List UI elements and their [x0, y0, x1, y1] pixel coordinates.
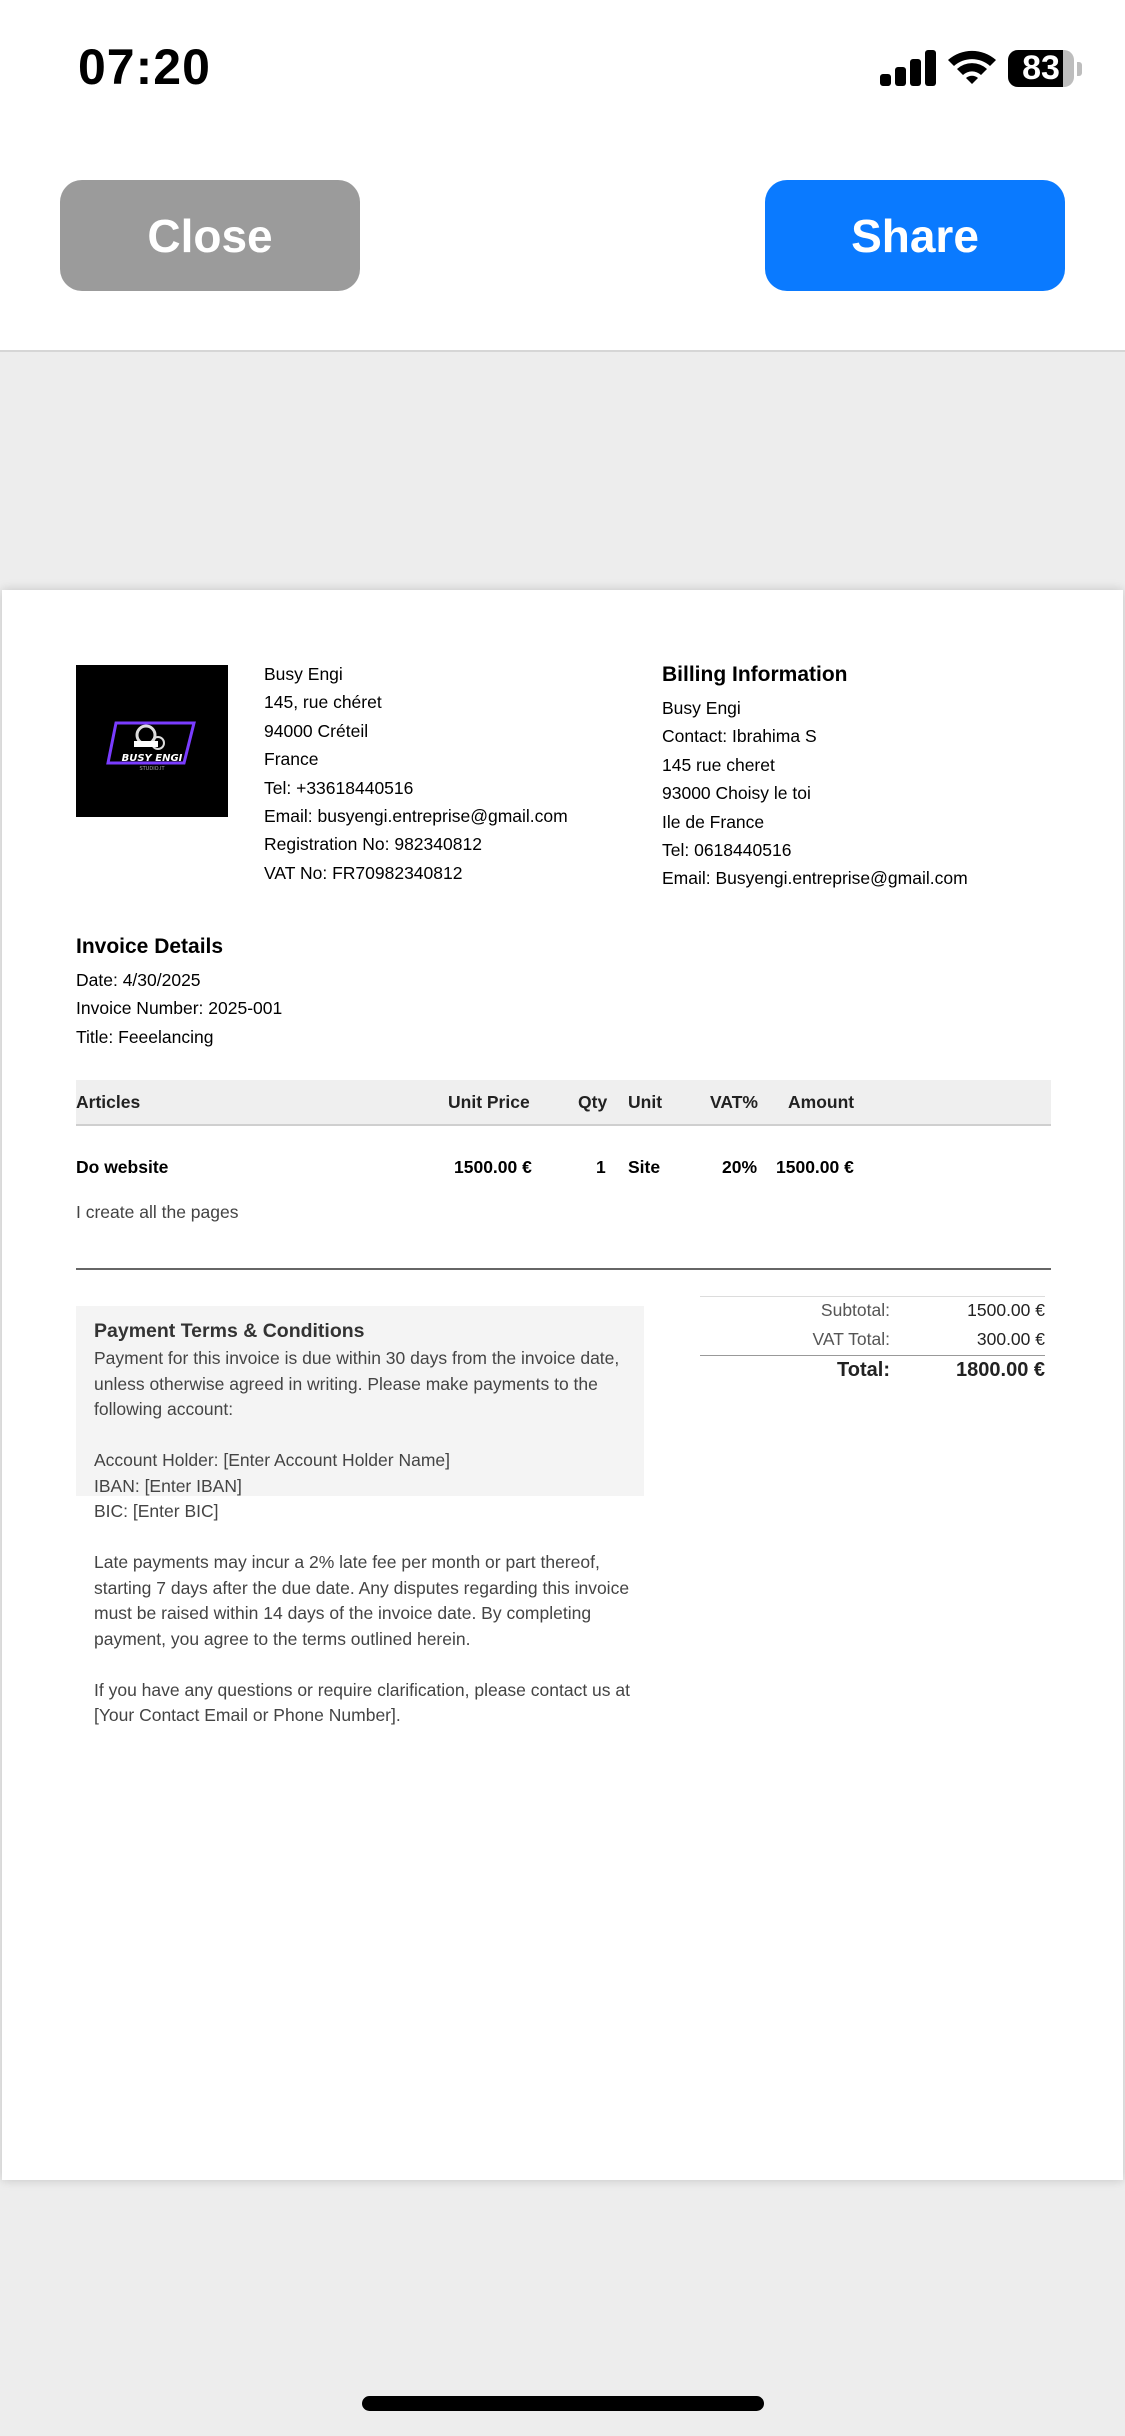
wifi-icon — [946, 46, 998, 86]
col-vat: VAT% — [710, 1092, 758, 1112]
seller-line: VAT No: FR70982340812 — [264, 862, 463, 883]
billing-title: Billing Information — [662, 663, 848, 686]
invoice-details-title: Invoice Details — [76, 935, 224, 958]
seller-line: Registration No: 982340812 — [264, 834, 482, 855]
status-bar — [0, 0, 1125, 140]
signal-icon — [880, 50, 936, 86]
col-amount: Amount — [788, 1092, 855, 1112]
company-logo — [76, 665, 228, 817]
billing-line: Tel: 0618440516 — [662, 840, 792, 861]
col-unit: Unit — [628, 1092, 663, 1112]
invoice-preview[interactable] — [2, 590, 1123, 2180]
invoice-date: Date: 4/30/2025 — [76, 970, 201, 990]
cell-qty: 1 — [596, 1157, 606, 1177]
invoice-number: Invoice Number: 2025-001 — [76, 998, 283, 1019]
invoice-title: Title: Feeelancing — [76, 1026, 214, 1047]
vat-total-label: VAT Total: — [812, 1329, 890, 1349]
seller-line: Email: busyengi.entreprise@gmail.com — [264, 806, 568, 827]
billing-line: Busy Engi — [662, 698, 741, 718]
subtotal-label: Subtotal: — [820, 1300, 890, 1320]
table-row — [76, 1145, 1051, 1189]
section-divider — [76, 1268, 1051, 1270]
col-unit-price: Unit Price — [448, 1092, 530, 1112]
total-value: 1800.00 € — [956, 1359, 1045, 1381]
seller-line: France — [264, 749, 319, 770]
share-button[interactable]: Share — [765, 180, 1065, 291]
logo-subtext: STUDIO.IT — [139, 766, 165, 772]
battery-percent: 83 — [1022, 50, 1060, 87]
subtotal-row — [700, 1297, 1045, 1326]
cell-amount: 1500.00 € — [776, 1157, 854, 1177]
totals — [700, 1296, 1045, 1385]
seller-line: 145, rue chéret — [264, 692, 382, 713]
seller-line: Busy Engi — [264, 664, 343, 684]
subtotal-value: 1500.00 € — [967, 1300, 1045, 1320]
cell-vat: 20% — [722, 1157, 758, 1177]
col-qty: Qty — [578, 1092, 608, 1112]
logo-graphic — [76, 665, 228, 817]
total-row — [700, 1356, 1045, 1385]
battery-nub — [1077, 62, 1082, 76]
billing-line: 93000 Choisy le toi — [662, 783, 811, 804]
cell-unit: Site — [628, 1157, 661, 1177]
table-header — [76, 1080, 1051, 1126]
col-articles: Articles — [76, 1092, 141, 1112]
invoice-details — [76, 932, 282, 1051]
billing-line: Ile de France — [662, 811, 765, 832]
header — [0, 140, 1125, 352]
billing-info — [662, 660, 968, 893]
terms-body: Payment for this invoice is due within 30 days from the invoice date, unless otherwise agreed in writing. Please make payments to the following account: Account Holder: [Enter Account Holder Name] IBAN: [Enter IBAN] BIC: [Enter BIC] Late payments may incur a 2% late fee per month or part thereof, starting 7 days after the due date. Any disputes regarding this invoice must be raised within 14 days of the invoice date. By completing payment, you agree to the terms outlined herein. If you have any questions or require clarification, please contact us at [Your Contact Email or Phone Number]. — [94, 1348, 630, 1725]
seller-line: 94000 Créteil — [264, 720, 369, 741]
vat-total-row — [700, 1326, 1045, 1355]
terms-title: Payment Terms & Conditions — [94, 1320, 365, 1342]
seller-line: Tel: +33618440516 — [264, 777, 414, 798]
clock: 07:20 — [78, 39, 211, 95]
close-button[interactable]: Close — [60, 180, 360, 291]
seller-info — [264, 660, 568, 887]
row-description: I create all the pages — [76, 1202, 239, 1222]
vat-total-value: 300.00 € — [976, 1329, 1045, 1349]
billing-line: Email: Busyengi.entreprise@gmail.com — [662, 868, 968, 889]
payment-terms — [94, 1316, 634, 1729]
battery-icon — [1008, 50, 1074, 87]
billing-line: 145 rue cheret — [662, 754, 775, 775]
cell-article: Do website — [76, 1157, 169, 1177]
cell-unit-price: 1500.00 € — [454, 1157, 532, 1177]
home-indicator[interactable] — [362, 2396, 764, 2411]
logo-text: BUSY ENGI — [121, 753, 183, 764]
billing-line: Contact: Ibrahima S — [662, 726, 817, 747]
total-label: Total: — [837, 1359, 890, 1381]
